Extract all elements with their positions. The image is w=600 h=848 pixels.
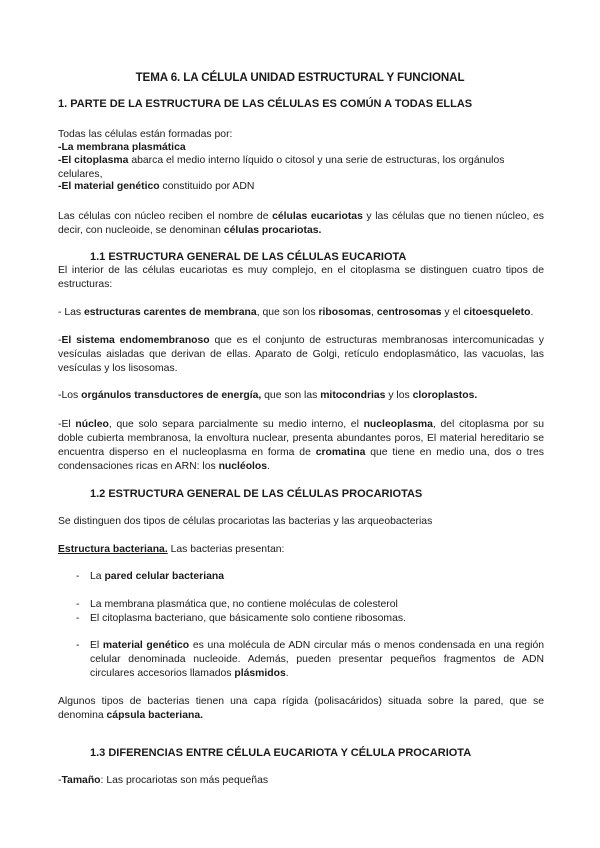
paragraph: - Las estructuras carentes de membrana, que son los ribosomas, centrosomas y el citoesqueleto. — [58, 307, 534, 318]
paragraph: -El sistema endomembranoso que es el conjunto de estructuras membranosas intercomunicadas y vesículas aisladas que derivan de ellas. Aparato de Golgi, retículo endoplasmático, las vacuolas, las vesículas y los lisosomas. — [58, 335, 544, 374]
list-item: La membrana plasmática que, no contiene moléculas de colesterol — [90, 599, 398, 610]
list-item: La pared celular bacteriana — [90, 571, 225, 582]
component-list-item: -El material genético constituido por ADN — [58, 181, 255, 192]
bold-term: -El citoplasma — [58, 155, 129, 166]
component-list-item: -El citoplasma abarca el medio interno líquido o citosol y una serie de estructuras, los orgánulos celulares, — [58, 155, 505, 180]
list-dash: - — [76, 613, 80, 624]
list-dash: - — [76, 640, 80, 651]
document-title: TEMA 6. LA CÉLULA UNIDAD ESTRUCTURAL Y FUNCIONAL — [135, 71, 465, 84]
section-1-2-heading: 1.2 ESTRUCTURA GENERAL DE LAS CÉLULAS PROCARIOTAS — [90, 488, 423, 500]
paragraph: Se distinguen dos tipos de células procariotas las bacterias y las arqueobacterias — [58, 516, 433, 527]
underlined-term: Estructura bacteriana. — [58, 544, 168, 555]
bold-term: -El material genético — [58, 181, 160, 192]
list-dash: - — [76, 599, 80, 610]
paragraph: Las células con núcleo reciben el nombre de células eucariotas y las células que no tienen núcleo, es decir, con nucleoide, se denominan células procariotas. — [58, 211, 544, 236]
list-item: El material genético es una molécula de ADN circular más o menos condensada en una región celular denominada nucleoide. Además, pueden presentar pequeños fragmentos de ADN circulares accesorios llamados plásmidos. — [90, 640, 545, 679]
paragraph: Algunos tipos de bacterias tienen una capa rígida (polisacáridos) situada sobre la pared, que se denomina cápsula bacteriana. — [58, 696, 544, 721]
section-1-intro: Todas las células están formadas por: — [58, 129, 233, 140]
paragraph: -El núcleo, que solo separa parcialmente su medio interno, el nucleoplasma, del citoplasma por su doble cubierta membranosa, la envoltura nuclear, presenta abundantes poros, El material hereditario se encuentra disperso en el nucleoplasma en forma de cromatina que tiene en medio una, dos o tres condensaciones ricas en ARN: los nucléolos. — [58, 419, 545, 472]
section-1-1-heading: 1.1 ESTRUCTURA GENERAL DE LAS CÉLULAS EUCARIOTA — [90, 251, 407, 263]
paragraph: Estructura bacteriana. Las bacterias presentan: — [58, 544, 285, 555]
component-list-item — [58, 141, 544, 155]
list-dash: - — [76, 571, 80, 582]
paragraph: El interior de las células eucariotas es muy complejo, en el citoplasma se distinguen cuatro tipos de estructuras: — [58, 265, 544, 290]
section-1-3-heading: 1.3 DIFERENCIAS ENTRE CÉLULA EUCARIOTA Y CÉLULA PROCARIOTA — [90, 747, 472, 759]
bold-term: -La membrana plasmática — [58, 142, 186, 153]
paragraph: -Los orgánulos transductores de energía, que son las mitocondrias y los cloroplastos. — [58, 390, 478, 401]
list-item: El citoplasma bacteriano, que básicamente solo contiene ribosomas. — [90, 613, 406, 624]
paragraph: -Tamaño: Las procariotas son más pequeñas — [58, 775, 269, 786]
section-1-heading: 1. PARTE DE LA ESTRUCTURA DE LAS CÉLULAS ES COMÚN A TODAS ELLAS — [58, 98, 473, 110]
